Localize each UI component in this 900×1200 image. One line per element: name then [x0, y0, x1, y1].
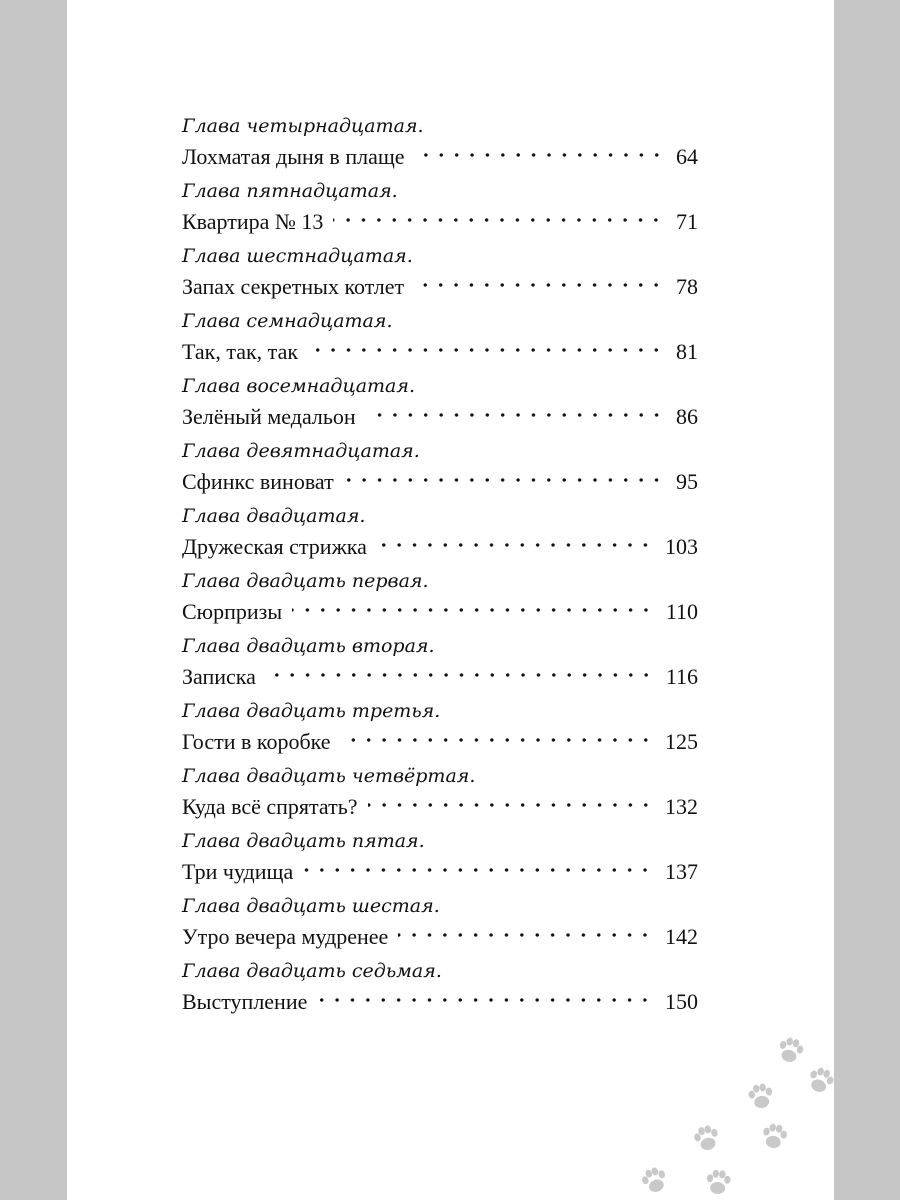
toc-entry[interactable]	[182, 892, 698, 957]
chapter-number: Глава четырнадцатая.	[182, 115, 424, 137]
page-number: 137	[665, 859, 698, 884]
toc-entry[interactable]	[182, 437, 698, 502]
toc-entry[interactable]	[182, 177, 698, 242]
chapter-number: Глава двадцать первая.	[182, 570, 429, 592]
chapter-number: Глава девятнадцатая.	[182, 440, 420, 462]
chapter-title: Гости в коробке	[182, 729, 331, 754]
dot-leader	[398, 924, 653, 946]
chapter-title: Записка	[182, 664, 256, 689]
page-number: 125	[665, 729, 698, 754]
chapter-number: Глава двадцать шестая.	[182, 895, 440, 917]
toc-entry[interactable]	[182, 502, 698, 567]
chapter-title: Зелёный медальон	[182, 404, 356, 429]
page-number: 110	[665, 599, 698, 624]
page-number: 116	[665, 664, 698, 689]
chapter-number: Глава восемнадцатая.	[182, 375, 416, 397]
chapter-number: Глава шестнадцатая.	[182, 245, 413, 267]
dot-leader	[344, 469, 664, 491]
toc-entry[interactable]	[182, 697, 698, 762]
chapter-title: Дружеская стрижка	[182, 534, 367, 559]
toc-entry[interactable]	[182, 372, 698, 437]
chapter-title: Квартира № 13	[182, 209, 324, 234]
dot-leader	[266, 664, 654, 686]
chapter-number: Глава двадцать вторая.	[182, 635, 435, 657]
chapter-title: Куда всё спрятать?	[182, 794, 358, 819]
toc-entry[interactable]	[182, 827, 698, 892]
chapter-number: Глава двадцатая.	[182, 505, 366, 527]
chapter-title: Запах секретных котлет	[182, 274, 405, 299]
dot-leader	[317, 989, 653, 1011]
page-number: 150	[665, 989, 698, 1014]
page-number: 86	[676, 404, 698, 429]
dot-leader	[366, 404, 664, 426]
dot-leader	[341, 729, 653, 751]
dot-leader	[368, 794, 653, 816]
toc-entry[interactable]	[182, 112, 698, 177]
chapter-number: Глава пятнадцатая.	[182, 180, 398, 202]
dot-leader	[303, 859, 653, 881]
dot-leader	[415, 144, 664, 166]
page-number: 81	[676, 339, 698, 364]
dot-leader	[414, 274, 664, 296]
chapter-number: Глава двадцать седьмая.	[182, 960, 442, 982]
chapter-number: Глава семнадцатая.	[182, 310, 393, 332]
dot-leader	[333, 209, 664, 231]
chapter-title: Так, так, так	[182, 339, 299, 364]
dot-leader	[292, 599, 654, 621]
chapter-title: Сюрпризы	[182, 599, 283, 624]
dot-leader	[308, 339, 664, 361]
chapter-title: Лохматая дыня в плаще	[182, 144, 405, 169]
toc-entry[interactable]	[182, 567, 698, 632]
table-of-contents	[182, 112, 698, 1022]
chapter-title: Выступление	[182, 989, 308, 1014]
page-number: 64	[676, 144, 698, 169]
dot-leader	[377, 534, 653, 556]
page-number: 95	[676, 469, 698, 494]
toc-entry[interactable]	[182, 762, 698, 827]
page-number: 103	[665, 534, 698, 559]
book-page	[67, 0, 834, 1200]
chapter-number: Глава двадцать третья.	[182, 700, 441, 722]
page-number: 78	[676, 274, 698, 299]
toc-entry[interactable]	[182, 957, 698, 1022]
chapter-title: Утро вечера мудренее	[182, 924, 389, 949]
chapter-title: Сфинкс виноват	[182, 469, 334, 494]
page-number: 142	[665, 924, 698, 949]
toc-entry[interactable]	[182, 242, 698, 307]
page-number: 71	[676, 209, 698, 234]
toc-entry[interactable]	[182, 307, 698, 372]
page-number: 132	[665, 794, 698, 819]
chapter-number: Глава двадцать пятая.	[182, 830, 425, 852]
chapter-number: Глава двадцать четвёртая.	[182, 765, 476, 787]
toc-entry[interactable]	[182, 632, 698, 697]
chapter-title: Три чудища	[182, 859, 294, 884]
